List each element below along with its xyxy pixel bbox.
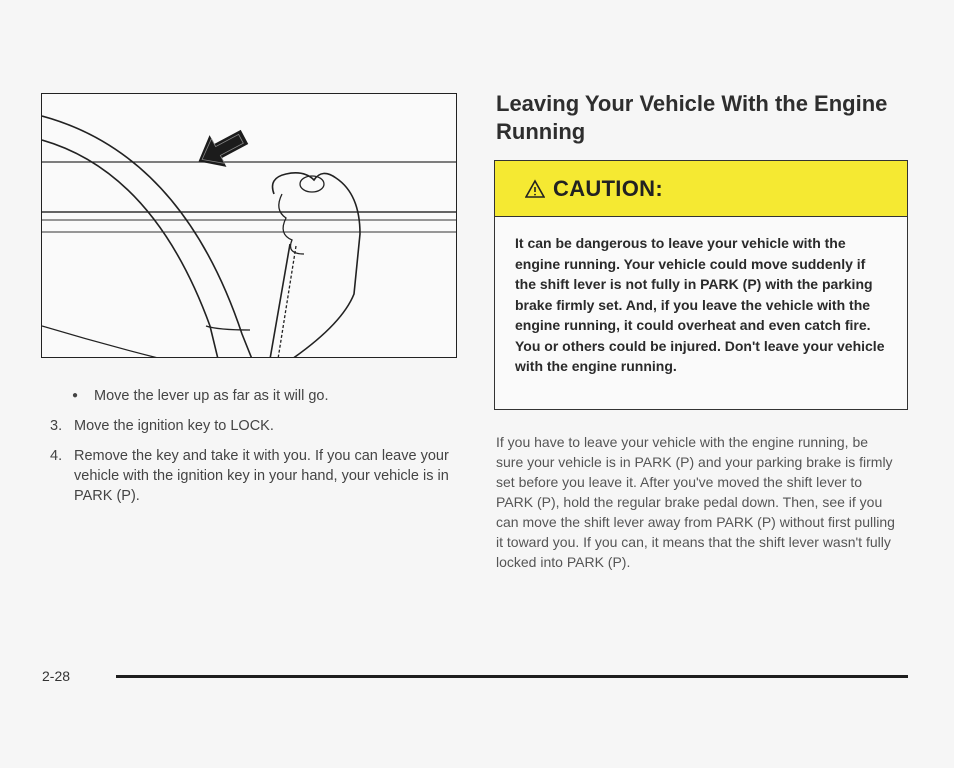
instruction-list [50,386,450,516]
caution-label: CAUTION: [553,175,663,201]
warning-triangle-icon [525,179,545,199]
bullet-icon: ● [72,390,79,401]
list-item [50,416,450,436]
caution-text: It can be dangerous to leave your vehicle with the engine running. Your vehicle could move suddenly if the shift lever is not fully in PARK (P) with the parking brake firmly set. And, if you leave the vehicle with the engine running, it could overheat and even catch fire. You or others could be injured. Don't leave your vehicle with the engine running. [515,235,885,374]
list-item-text: Move the ignition key to LOCK. [74,418,274,434]
page-number: 2-28 [42,668,71,684]
caution-header [495,161,907,217]
list-item-text: Move the lever up as far as it will go. [94,388,329,404]
caution-box [494,160,908,410]
list-item-number: 4. [50,448,63,464]
list-item-number: 3. [50,418,63,434]
section-title: Leaving Your Vehicle With the Engine Running [496,91,888,144]
list-item-text: Remove the key and take it with you. If you can leave your vehicle with the ignition key in your hand, your vehicle is in PARK (P). [74,448,449,504]
shift-lever-illustration [41,93,457,358]
body-paragraph: If you have to leave your vehicle with the engine running, be sure your vehicle is in PARK (P) and your parking brake is firmly set before you leave it. After you've moved the shift lever to PARK (P), hold the regular brake pedal down. Then, see if you can move the shift lever away from PARK (P) without first pulling it toward you. If you can, it means that the shift lever wasn't fully locked into PARK (P). [496,434,895,570]
list-item [50,446,450,506]
list-item [50,386,450,406]
footer-rule [116,675,908,678]
